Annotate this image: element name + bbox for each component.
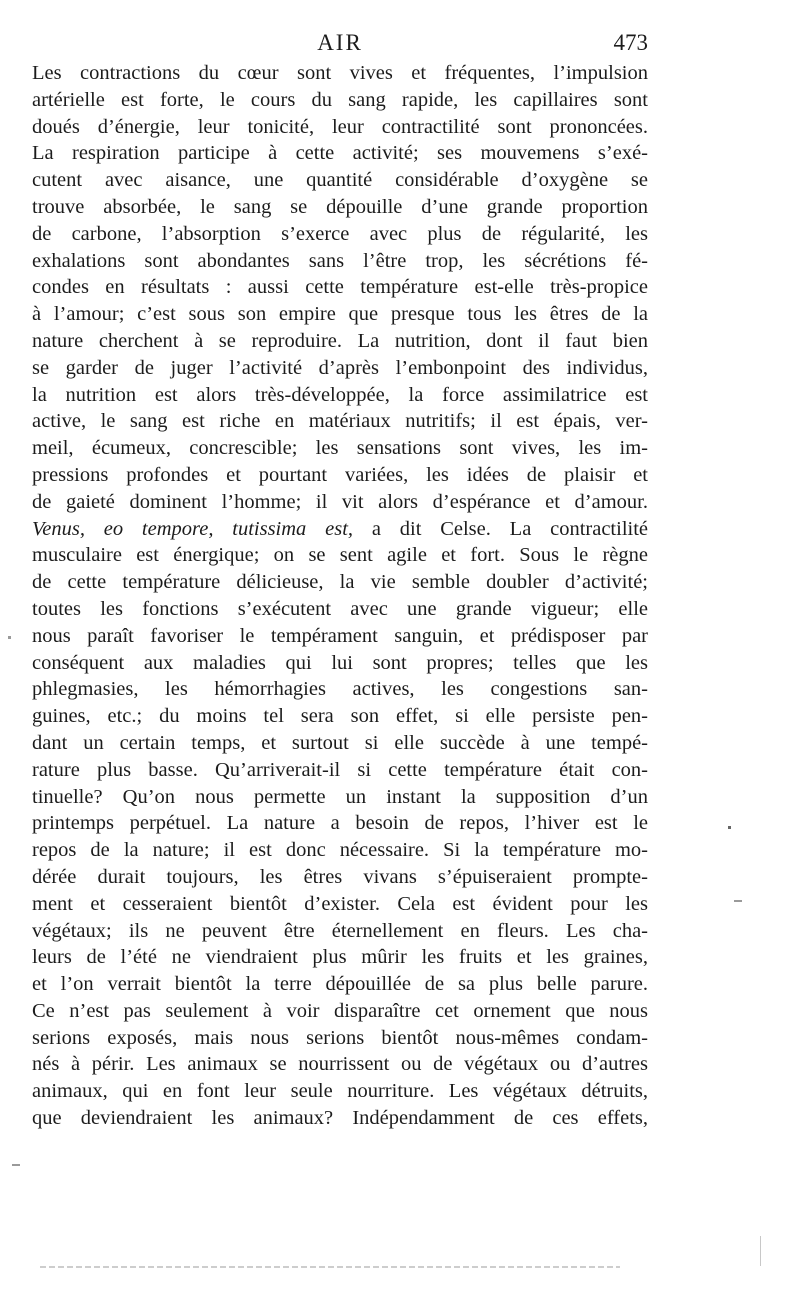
quote-continuation: a dit Celse. La contractilité [353, 517, 649, 540]
text-line [32, 516, 648, 543]
text-line: conséquent aux maladies qui lui sont propres; telles que les [32, 651, 648, 674]
page-header [32, 30, 648, 60]
text-line: printemps perpétuel. La nature a besoin de repos, l’hiver est le [32, 812, 648, 835]
text-line: musculaire est énergique; on se sent agile et fort. Sous le règne [32, 544, 648, 567]
text-line: guines, etc.; du moins tel sera son effet, si elle persiste pen- [32, 705, 648, 728]
margin-mark [12, 1164, 20, 1166]
text-line: végétaux; ils ne peuvent être éternellement en fleurs. Les cha- [32, 919, 648, 942]
text-line: artérielle est forte, le cours du sang rapide, les capillaires sont [32, 88, 648, 111]
text-line: cutent avec aisance, une quantité considérable d’oxygène se [32, 169, 648, 192]
text-line: tinuelle? Qu’on nous permette un instant la supposition d’un [32, 785, 648, 808]
text-line: phlegmasies, les hémorrhagies actives, les congestions san- [32, 678, 648, 701]
text-line: nous paraît favoriser le tempérament sanguin, et prédisposer par [32, 624, 648, 647]
bleed-through-line [40, 1266, 620, 1268]
latin-quote: Venus, eo tempore, tutissima est, [32, 517, 354, 540]
page-number: 473 [613, 30, 648, 55]
text-line: ment et cesseraient bientôt d’exister. Cela est évident pour les [32, 892, 648, 915]
text-line: repos de la nature; il est donc nécessaire. Si la température mo- [32, 839, 648, 862]
text-line: se garder de juger l’activité d’après l’embonpoint des individus, [32, 356, 648, 379]
text-line: dérée durait toujours, les êtres vivans s’épuiseraient prompte- [32, 865, 648, 888]
text-line: de carbone, l’absorption s’exerce avec plus de régularité, les [32, 222, 648, 245]
text-line: serions exposés, mais nous serions bientôt nous-mêmes condam- [32, 1026, 648, 1049]
text-line: à l’amour; c’est sous son empire que presque tous les êtres de la [32, 303, 648, 326]
text-line: toutes les fonctions s’exécutent avec une grande vigueur; elle [32, 597, 648, 620]
text-line: rature plus basse. Qu’arriverait-il si cette température était con- [32, 758, 648, 781]
text-line: animaux, qui en font leur seule nourriture. Les végétaux détruits, [32, 1080, 648, 1103]
text-line: Les contractions du cœur sont vives et fréquentes, l’impulsion [32, 62, 648, 84]
margin-mark [734, 900, 742, 902]
text-line: meil, écumeux, concrescible; les sensations sont vives, les im- [32, 437, 648, 460]
text-line: condes en résultats : aussi cette température est-elle très-propice [32, 276, 648, 299]
text-line: et l’on verrait bientôt la terre dépouillée de sa plus belle parure. [32, 973, 648, 996]
text-line: exhalations sont abondantes sans l’être trop, les sécrétions fé- [32, 249, 648, 272]
text-line: la nutrition est alors très-développée, la force assimilatrice est [32, 383, 648, 406]
text-line: La respiration participe à cette activité; ses mouvemens s’exé- [32, 142, 648, 165]
text-line: nature cherchent à se reproduire. La nutrition, dont il faut bien [32, 329, 648, 352]
margin-mark [760, 1236, 761, 1266]
text-line: dant un certain temps, et surtout si elle succède à une tempé- [32, 731, 648, 754]
text-line: leurs de l’été ne viendraient plus mûrir les fruits et les graines, [32, 946, 648, 969]
text-line: de gaieté dominent l’homme; il vit alors d’espérance et d’amour. [32, 490, 648, 513]
text-line: nés à périr. Les animaux se nourrissent ou de végétaux ou d’autres [32, 1053, 648, 1076]
margin-mark [728, 826, 731, 829]
text-line: de cette température délicieuse, la vie semble doubler d’activité; [32, 571, 648, 594]
running-title: AIR [317, 30, 363, 55]
text-line: doués d’énergie, leur tonicité, leur contractilité sont prononcées. [32, 115, 648, 138]
text-line: Ce n’est pas seulement à voir disparaître cet ornement que nous [32, 999, 648, 1022]
text-line: que deviendraient les animaux? Indépendamment de ces effets, [32, 1107, 648, 1130]
text-line: active, le sang est riche en matériaux nutritifs; il est épais, ver- [32, 410, 648, 433]
body-text [32, 60, 648, 1132]
text-line: pressions profondes et pourtant variées, les idées de plaisir et [32, 463, 648, 486]
margin-mark [8, 636, 11, 639]
text-line: trouve absorbée, le sang se dépouille d’une grande proportion [32, 195, 648, 218]
